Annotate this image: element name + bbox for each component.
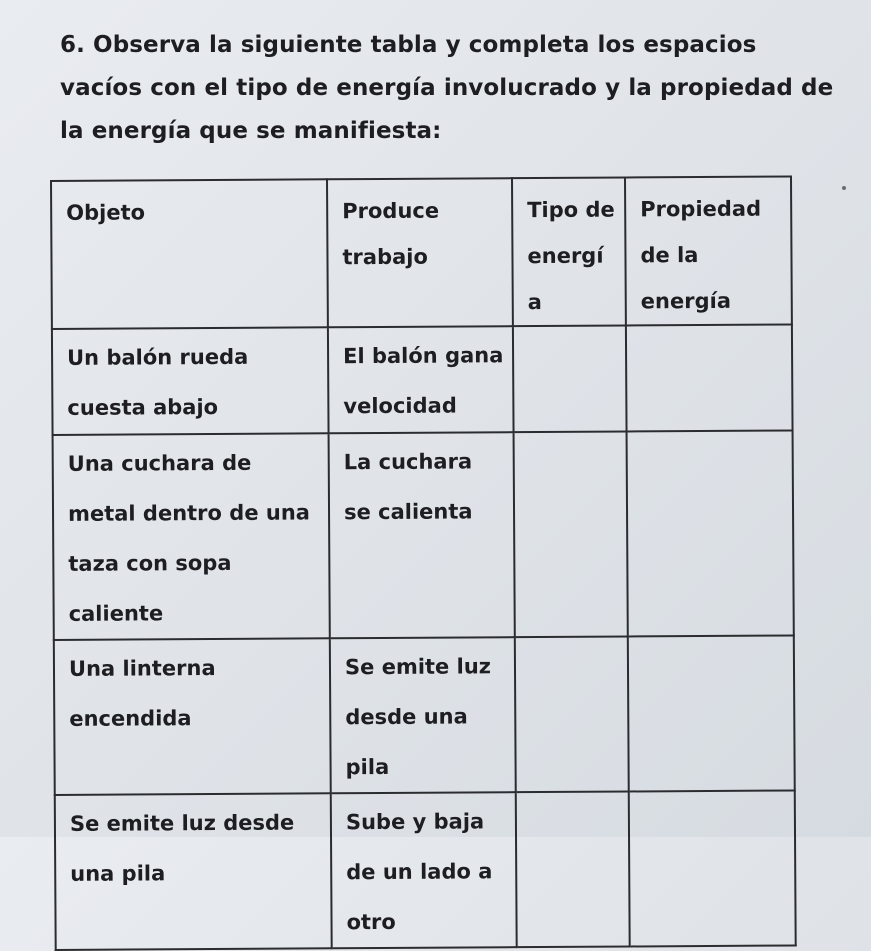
header-tipo-energia: Tipo de energía [512, 177, 626, 326]
cell-produce-trabajo: El balón gana velocidad [328, 326, 514, 433]
cell-propiedad-blank[interactable] [628, 635, 795, 791]
cell-tipo-energia-blank[interactable] [514, 431, 628, 637]
table-header-row [51, 176, 792, 329]
question-text: 6. Observa la siguiente tabla y completa los espacios vacíos con el tipo de energía involucrado y la propiedad de la energía que se manifiesta: [60, 32, 834, 144]
cell-objeto: Una cuchara de metal dentro de una taza con sopa caliente [53, 433, 330, 640]
cell-objeto: Se emite luz desde una pila [55, 793, 332, 950]
energy-table [50, 175, 797, 951]
table-row [53, 430, 794, 640]
pen-mark [842, 186, 846, 190]
cell-produce-trabajo: Sube y baja de un lado a otro [331, 792, 517, 948]
header-objeto: Objeto [51, 179, 328, 329]
cell-tipo-energia-blank[interactable] [515, 636, 629, 792]
table-row [54, 635, 795, 795]
header-produce-trabajo: Produce trabajo [327, 178, 513, 327]
cell-propiedad-blank[interactable] [626, 324, 793, 431]
cell-produce-trabajo: La cuchara se calienta [329, 432, 515, 638]
cell-produce-trabajo: Se emite luz desde una pila [330, 637, 516, 793]
header-propiedad-energia: Propiedad de la energía [625, 176, 792, 325]
cell-objeto: Un balón rueda cuesta abajo [52, 327, 329, 435]
table-row [55, 790, 796, 950]
cell-propiedad-blank[interactable] [627, 430, 794, 636]
table-row [52, 324, 793, 435]
cell-objeto: Una linterna encendida [54, 638, 331, 795]
cell-tipo-energia-blank[interactable] [516, 791, 630, 947]
cell-tipo-energia-blank[interactable] [513, 325, 627, 432]
cell-propiedad-blank[interactable] [629, 790, 796, 946]
